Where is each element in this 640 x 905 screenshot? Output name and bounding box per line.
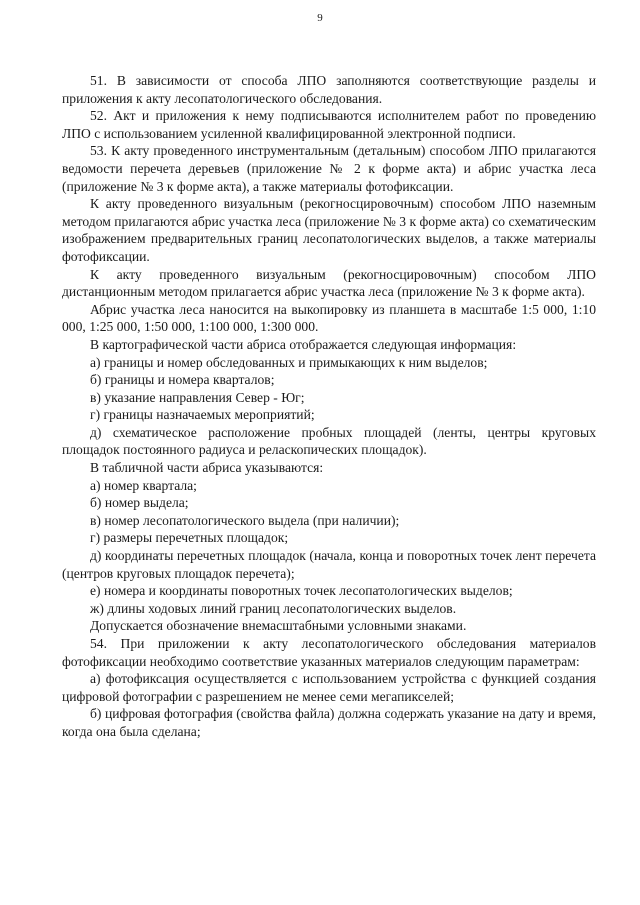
paragraph: е) номера и координаты поворотных точек лесопатологических выделов; [90,583,513,599]
paragraph: б) границы и номера кварталов; [90,372,275,388]
paragraph: К акту проведенного визуальным (рекогносцировочным) способом ЛПО дистанционным методом прилагается абрис участка леса (приложение № 3 к форме акта). [62,266,596,300]
document-body [62,72,596,741]
paragraph: Допускается обозначение внемасштабными условными знаками. [90,618,467,634]
paragraph: К акту проведенного визуальным (рекогносцировочным) способом ЛПО наземным методом прилагаются абрис участка леса (приложение № 3 к форме акта) со схематическим изображением предварительных границ лесопатологических выделов, а также материалы фотофиксации. [62,196,596,264]
paragraph: а) границы и номер обследованных и примыкающих к ним выделов; [90,354,488,370]
paragraph: ж) длины ходовых линий границ лесопатологических выделов. [90,600,457,616]
paragraph: В табличной части абриса указываются: [90,460,324,476]
paragraph: 52. Акт и приложения к нему подписываются исполнителем работ по проведению ЛПО с использованием усиленной квалифицированной электронной подписи. [62,108,596,141]
paragraph: д) координаты перечетных площадок (начала, конца и поворотных точек лент перечета (центров круговых площадок перечета); [62,548,596,581]
paragraph: б) номер выдела; [90,495,189,511]
paragraph: г) размеры перечетных площадок; [90,530,289,546]
paragraph: а) номер квартала; [90,477,197,493]
paragraph: Абрис участка леса наносится на выкопировку из планшета в масштабе 1:5 000, 1:10 000, 1:25 000, 1:50 000, 1:100 000, 1:300 000. [62,301,596,335]
paragraph: а) фотофиксация осуществляется с использованием устройства с функцией создания цифровой фотографии с разрешением не менее семи мегапикселей; [62,671,596,704]
paragraph: в) номер лесопатологического выдела (при наличии); [90,512,400,528]
paragraph: 54. При приложении к акту лесопатологического обследования материалов фотофиксации необходимо соответствие указанных материалов следующим параметрам: [62,636,596,669]
paragraph: г) границы назначаемых мероприятий; [90,407,315,423]
paragraph: 53. К акту проведенного инструментальным (детальным) способом ЛПО прилагаются ведомости перечета деревьев (приложение № 2 к форме акта) и абрис участка леса (приложение № 3 к форме акта), а также материалы фотофиксации. [62,143,596,194]
paragraph: б) цифровая фотография (свойства файла) должна содержать указание на дату и время, когда она была сделана; [62,706,596,739]
page-number: 9 [317,12,323,24]
paragraph: 51. В зависимости от способа ЛПО заполняются соответствующие разделы и приложения к акту лесопатологического обследования. [62,73,596,106]
paragraph: д) схематическое расположение пробных площадей (ленты, центры круговых площадок постоянного радиуса и реласкопических площадок). [62,424,596,458]
paragraph: в) указание направления Север - Юг; [90,389,305,405]
paragraph: В картографической части абриса отображается следующая информация: [90,336,517,352]
